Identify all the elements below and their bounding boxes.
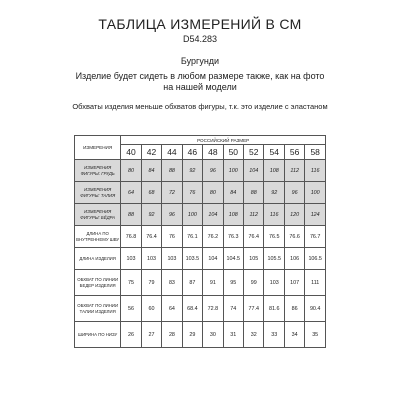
- size-header: 58: [305, 145, 326, 160]
- table-cell: 87: [182, 270, 202, 296]
- row-label: ОБХВАТ ПО ЛИНИИ БЕДЕР ИЗДЕЛИЯ: [75, 270, 121, 296]
- table-cell: 35: [305, 322, 326, 348]
- table-cell: 84: [141, 160, 161, 182]
- table-cell: 76.3: [223, 226, 243, 248]
- table-cell: 108: [264, 160, 284, 182]
- row-label: ОБХВАТ ПО ЛИНИИ ТАЛИИ ИЗДЕЛИЯ: [75, 296, 121, 322]
- table-cell: 76.4: [141, 226, 161, 248]
- table-cell: 103: [141, 248, 161, 270]
- table-cell: 99: [244, 270, 264, 296]
- table-cell: 76.7: [305, 226, 326, 248]
- size-header: 52: [244, 145, 264, 160]
- table-row: [75, 204, 326, 226]
- table-cell: 76: [182, 182, 202, 204]
- table-cell: 30: [203, 322, 223, 348]
- size-header: 56: [284, 145, 304, 160]
- table-cell: 60: [141, 296, 161, 322]
- table-row: [75, 322, 326, 348]
- table-row: [75, 160, 326, 182]
- elastane-note: Обхваты изделия меньше обхватов фигуры, т.к. это изделие с эластаном: [72, 102, 328, 111]
- size-table: [74, 135, 326, 348]
- row-label: ШИРИНА ПО НИЗУ: [75, 322, 121, 348]
- table-cell: 76.2: [203, 226, 223, 248]
- table-row: [75, 182, 326, 204]
- table-cell: 96: [162, 204, 182, 226]
- size-header: 40: [121, 145, 141, 160]
- row-label: ИЗМЕРЕНИЯ ФИГУРЫ: ГРУДЬ: [75, 160, 121, 182]
- table-cell: 106.5: [305, 248, 326, 270]
- table-cell: 104.5: [223, 248, 243, 270]
- table-cell: 83: [162, 270, 182, 296]
- fit-note: Изделие будет сидеть в любом размере также, как на фото на нашей модели: [75, 71, 325, 92]
- table-cell: 95: [223, 270, 243, 296]
- size-header: 44: [162, 145, 182, 160]
- table-cell: 75: [121, 270, 141, 296]
- table-cell: 76.8: [121, 226, 141, 248]
- page-title: ТАБЛИЦА ИЗМЕРЕНИЙ В СМ: [98, 16, 302, 32]
- table-cell: 32: [244, 322, 264, 348]
- table-cell: 112: [244, 204, 264, 226]
- table-cell: 33: [264, 322, 284, 348]
- table-cell: 104: [203, 204, 223, 226]
- table-cell: 76.1: [182, 226, 202, 248]
- size-header: 46: [182, 145, 202, 160]
- table-cell: 92: [182, 160, 202, 182]
- size-header: 54: [264, 145, 284, 160]
- row-label: ДЛИНА ПО ВНУТРЕННЕМУ ШВУ: [75, 226, 121, 248]
- table-cell: 29: [182, 322, 202, 348]
- table-cell: 76.6: [284, 226, 304, 248]
- table-cell: 103: [264, 270, 284, 296]
- table-cell: 112: [284, 160, 304, 182]
- table-cell: 86: [284, 296, 304, 322]
- table-cell: 90.4: [305, 296, 326, 322]
- table-cell: 124: [305, 204, 326, 226]
- table-cell: 80: [203, 182, 223, 204]
- table-cell: 68: [141, 182, 161, 204]
- table-cell: 56: [121, 296, 141, 322]
- table-cell: 88: [162, 160, 182, 182]
- table-cell: 79: [141, 270, 161, 296]
- table-cell: 34: [284, 322, 304, 348]
- table-cell: 88: [121, 204, 141, 226]
- table-cell: 77.4: [244, 296, 264, 322]
- table-cell: 76: [162, 226, 182, 248]
- table-row: [75, 248, 326, 270]
- size-header: 50: [223, 145, 243, 160]
- table-row: [75, 226, 326, 248]
- table-cell: 64: [121, 182, 141, 204]
- row-label: ИЗМЕРЕНИЯ ФИГУРЫ: БЁДРА: [75, 204, 121, 226]
- table-cell: 72.8: [203, 296, 223, 322]
- article-number: D54.283: [182, 34, 218, 44]
- table-cell: 120: [284, 204, 304, 226]
- table-cell: 91: [203, 270, 223, 296]
- table-cell: 31: [223, 322, 243, 348]
- table-cell: 72: [162, 182, 182, 204]
- measurements-header: ИЗМЕРЕНИЯ: [75, 136, 121, 160]
- table-cell: 106: [284, 248, 304, 270]
- table-cell: 28: [162, 322, 182, 348]
- table-row: [75, 270, 326, 296]
- table-cell: 74: [223, 296, 243, 322]
- table-cell: 100: [305, 182, 326, 204]
- table-row: [75, 296, 326, 322]
- table-cell: 105.5: [264, 248, 284, 270]
- table-cell: 108: [223, 204, 243, 226]
- table-cell: 105: [244, 248, 264, 270]
- table-cell: 26: [121, 322, 141, 348]
- table-cell: 88: [244, 182, 264, 204]
- table-cell: 100: [223, 160, 243, 182]
- table-cell: 103: [162, 248, 182, 270]
- size-header: 48: [203, 145, 223, 160]
- table-cell: 107: [284, 270, 304, 296]
- table-cell: 104: [244, 160, 264, 182]
- table-cell: 76.5: [264, 226, 284, 248]
- table-cell: 64: [162, 296, 182, 322]
- table-cell: 92: [141, 204, 161, 226]
- table-cell: 104: [203, 248, 223, 270]
- table-cell: 116: [305, 160, 326, 182]
- table-cell: 84: [223, 182, 243, 204]
- row-label: ИЗМЕРЕНИЯ ФИГУРЫ: ТАЛИЯ: [75, 182, 121, 204]
- table-cell: 27: [141, 322, 161, 348]
- table-cell: 96: [284, 182, 304, 204]
- table-cell: 103.5: [182, 248, 202, 270]
- size-chart-page: [0, 16, 400, 416]
- table-cell: 100: [182, 204, 202, 226]
- table-cell: 96: [203, 160, 223, 182]
- table-cell: 103: [121, 248, 141, 270]
- russian-size-header: РОССИЙСКИЙ РАЗМЕР: [121, 136, 326, 145]
- product-color: Бургунди: [180, 56, 220, 66]
- table-cell: 116: [264, 204, 284, 226]
- size-header: 42: [141, 145, 161, 160]
- row-label: ДЛИНА ИЗДЕЛИЯ: [75, 248, 121, 270]
- table-cell: 92: [264, 182, 284, 204]
- table-cell: 81.6: [264, 296, 284, 322]
- table-cell: 68.4: [182, 296, 202, 322]
- table-cell: 111: [305, 270, 326, 296]
- table-cell: 80: [121, 160, 141, 182]
- table-cell: 76.4: [244, 226, 264, 248]
